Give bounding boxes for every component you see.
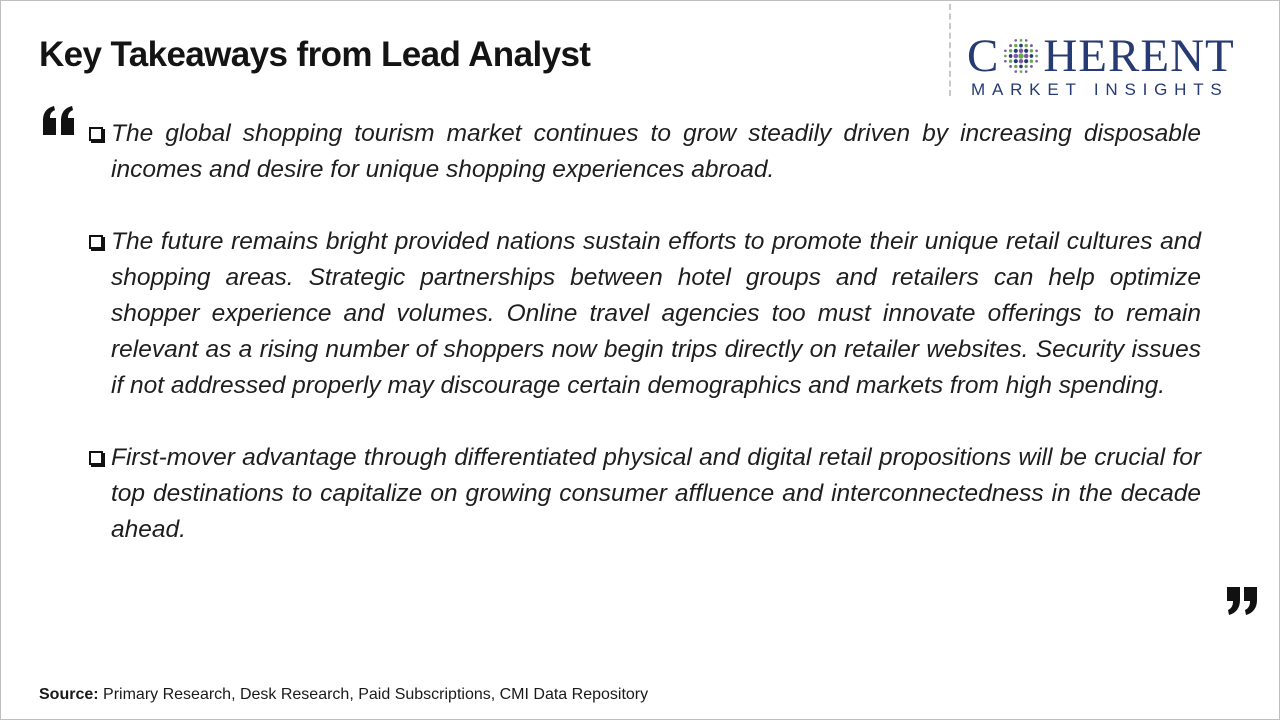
logo-wordmark xyxy=(967,31,1263,81)
company-logo xyxy=(967,31,1263,101)
source-text: Primary Research, Desk Research, Paid Subscriptions, CMI Data Repository xyxy=(103,686,649,703)
source-note xyxy=(39,686,648,704)
logo-letters-herent: HERENT xyxy=(1043,30,1235,82)
list-item xyxy=(89,116,1201,188)
open-quote-icon xyxy=(41,105,77,137)
list-item-text: First-mover advantage through differentiated physical and digital retail propositions will be crucial for top destinations to capitalize on growing consumer affluence and interconnectedness in the decade ahead. xyxy=(111,444,1201,543)
page-title: Key Takeaways from Lead Analyst xyxy=(39,35,591,74)
logo-subtitle: MARKET INSIGHTS xyxy=(971,80,1229,99)
list-item-text: The future remains bright provided nations sustain efforts to promote their unique retail cultures and shopping areas. Strategic partnerships between hotel groups and retailers can help optimize shopper experience and volumes. Online travel agencies too must innovate offerings to remain relevant as a rising number of shoppers now begin trips directly on retailer websites. Security issues if not addressed properly may discourage certain demographics and markets from high spending. xyxy=(111,228,1201,399)
logo-letter-c: C xyxy=(967,30,1000,82)
header-divider xyxy=(949,4,951,96)
dotted-globe-icon xyxy=(1000,35,1042,77)
checkbox-bullet-icon xyxy=(89,235,103,249)
close-quote-icon xyxy=(1225,585,1259,617)
list-item-text: The global shopping tourism market continues to grow steadily driven by increasing disposable incomes and desire for unique shopping experiences abroad. xyxy=(111,120,1201,183)
list-item xyxy=(89,440,1201,548)
list-item xyxy=(89,224,1201,404)
takeaway-list xyxy=(89,116,1201,584)
checkbox-bullet-icon xyxy=(89,127,103,141)
checkbox-bullet-icon xyxy=(89,451,103,465)
source-label: Source: xyxy=(39,686,99,703)
